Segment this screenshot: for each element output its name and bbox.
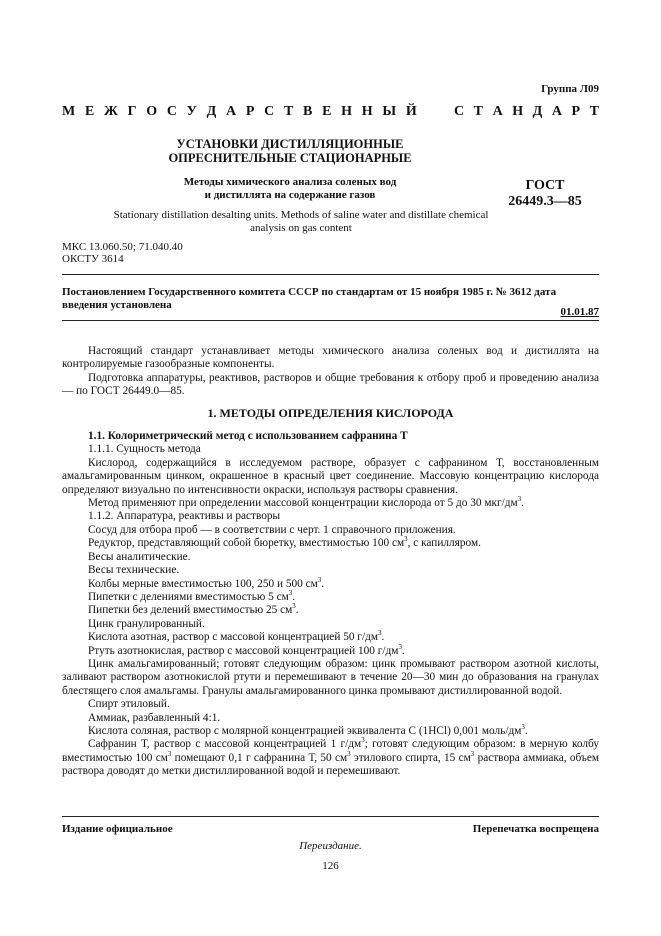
page-number: 126 — [322, 860, 339, 872]
banner-word-interstate — [62, 104, 417, 120]
list-item: Аммиак, разбавленный 4:1. — [88, 711, 221, 724]
clause-apparatus: 1.1.2. Аппаратура, реактивы и растворы — [88, 510, 281, 523]
list-item: Колбы мерные вместимостью 100, 250 и 500 $см^3$. — [88, 575, 325, 590]
mks-code: МКС 13.060.50; 71.040.40 — [62, 241, 183, 253]
document-title — [140, 137, 440, 165]
paragraph-safranin-solution: Сафранин Т, раствор с массовой концентрацией 1 $г/дм^3$; готовят следующим образом: в мерную колбу вместимостью 100 $см^3$ помещают 0,1 г сафранина Т, 50 $см^3$ этилового спирта, 15 $см^3$ раствора аммиака, объем раствора доводят до метки дистиллированной водой и перемешивают. — [62, 736, 599, 778]
list-item: Весы аналитические. — [88, 550, 191, 563]
paragraph-scope: Настоящий стандарт устанавливает методы химического анализа соленых вод и дистиллята на контролируемые газообразные компоненты. — [62, 345, 599, 371]
list-item: Ртуть азотнокислая, раствор с массовой концентрацией 100 $г/дм^3$. — [88, 642, 405, 657]
banner-letter: Д — [206, 104, 217, 119]
banner-letter: С — [264, 104, 275, 119]
paragraph-essence: Кислород, содержащийся в исследуемом растворе, образует с сафранином Т, восстановленным амальгамированным цинком, окрашенное в красный цвет соединение. Массовую концентрацию кислорода определяют визуально по интенсивности окраски, используя растворы сравнения. — [62, 456, 599, 496]
banner-letter: Е — [84, 104, 95, 119]
paragraph-preparation: Подготовка аппаратуры, реактивов, растворов и общие требования к отбору проб и проведению анализа — по ГОСТ 26449.0—85. — [62, 371, 599, 398]
banner-letter: У — [186, 104, 197, 119]
list-item: Пипетки с делениями вместимостью 5 $см^3$. — [88, 589, 296, 603]
title-line-1: УСТАНОВКИ ДИСТИЛЛЯЦИОННЫЕ — [176, 137, 404, 151]
list-item: Пипетки без делений вместимостью 25 $см^3$. — [88, 602, 299, 617]
divider-decree — [62, 320, 599, 321]
gost-label: ГОСТ — [525, 178, 565, 193]
paragraph-amalgam: Цинк амальгамированный; готовят следующим образом: цинк промывают раствором азотной кислоты, заливают раствором азотнокислой ртути и перемешивают в течение 20—30 мин до образования на гранулах блестящего слоя амальгамы. Гранулы амальгамированного цинка промывают дистиллированной водой. — [62, 657, 599, 697]
list-item: Сосуд для отбора проб — в соответствии с черт. 1 справочного приложения. — [88, 523, 456, 536]
document-subtitle — [140, 176, 440, 202]
list-item: Спирт этиловый. — [88, 698, 170, 711]
banner-letter: О — [146, 104, 158, 119]
reissue-note: Переиздание. — [299, 840, 362, 852]
official-edition: Издание официальное — [62, 823, 173, 835]
banner-letter: А — [226, 104, 237, 119]
banner-letter: Т — [283, 104, 294, 119]
list-item: Весы технические. — [88, 564, 180, 577]
divider-top — [62, 274, 599, 275]
banner-letter: Н — [341, 104, 353, 119]
list-item: Кислота азотная, раствор с массовой концентрацией 50 $г/дм^3$. — [88, 629, 385, 644]
english-title — [76, 209, 526, 235]
decree-text: Постановлением Государственного комитета СССР по стандартам от 15 ноября 1985 г. № 3612 дата введения установлена — [62, 286, 557, 311]
title-line-2: ОПРЕСНИТЕЛЬНЫЕ СТАЦИОНАРНЫЕ — [168, 151, 412, 165]
clause-essence: 1.1.1. Сущность метода — [88, 443, 201, 456]
english-title-line-1: Stationary distillation desalting units. Methods of saline water and distillate chemical — [113, 209, 489, 221]
subtitle-line-1: Методы химического анализа соленых вод — [183, 176, 397, 188]
banner-letter: Н — [361, 104, 373, 119]
banner-letter: Й — [405, 104, 417, 119]
gost-designation — [480, 178, 610, 210]
gost-number: 26449.3—85 — [508, 194, 582, 209]
paragraph-range: Метод применяют при определении массовой концентрации кислорода от 5 до 30 мкг/$дм^3$. — [88, 495, 524, 510]
banner-letter: С — [454, 104, 465, 119]
banner-letter: М — [62, 104, 76, 119]
divider-footer — [62, 816, 599, 817]
banner-letter: Н — [512, 104, 524, 119]
banner-letter: Ж — [104, 104, 118, 119]
banner-letter: Р — [571, 104, 581, 119]
banner-letter: Ы — [382, 104, 397, 119]
list-item: Цинк гранулированный. — [88, 617, 205, 630]
banner-letter: Г — [127, 104, 137, 119]
subtitle-line-2: и дистиллята на содержание газов — [204, 189, 376, 201]
english-title-line-2: analysis on gas content — [250, 222, 352, 234]
banner-letter: Р — [245, 104, 255, 119]
banner-letter: Т — [473, 104, 484, 119]
banner-word-standard — [454, 104, 599, 120]
list-item: Кислота соляная, раствор с молярной концентрацией эквивалента С (1НCl) 0,001 моль/$дм^3$. — [88, 723, 528, 737]
banner-letter: А — [551, 104, 562, 119]
body-text — [62, 345, 599, 779]
reprint-prohibited: Перепечатка воспрещена — [472, 823, 599, 835]
okstu-code: ОКСТУ 3614 — [62, 253, 124, 265]
banner-letter: Т — [589, 104, 599, 119]
banner-letter: В — [303, 104, 313, 119]
list-item: Редуктор, представляющий собой бюретку, вместимостью 100 $см^3$, с капилляром. — [88, 535, 481, 550]
introduction-date: 01.01.87 — [560, 306, 599, 318]
banner-letter: Е — [322, 104, 332, 119]
banner-letter: А — [492, 104, 503, 119]
banner-letter: С — [166, 104, 177, 119]
classification-codes — [62, 241, 183, 265]
section-heading-oxygen: 1. МЕТОДЫ ОПРЕДЕЛЕНИЯ КИСЛОРОДА — [207, 405, 454, 420]
group-code: Группа Л09 — [541, 83, 599, 95]
subsection-heading-safranin: 1.1. Колориметрический метод с использованием сафранина Т — [88, 430, 408, 443]
standard-banner — [62, 104, 599, 120]
banner-letter: Д — [532, 104, 543, 119]
